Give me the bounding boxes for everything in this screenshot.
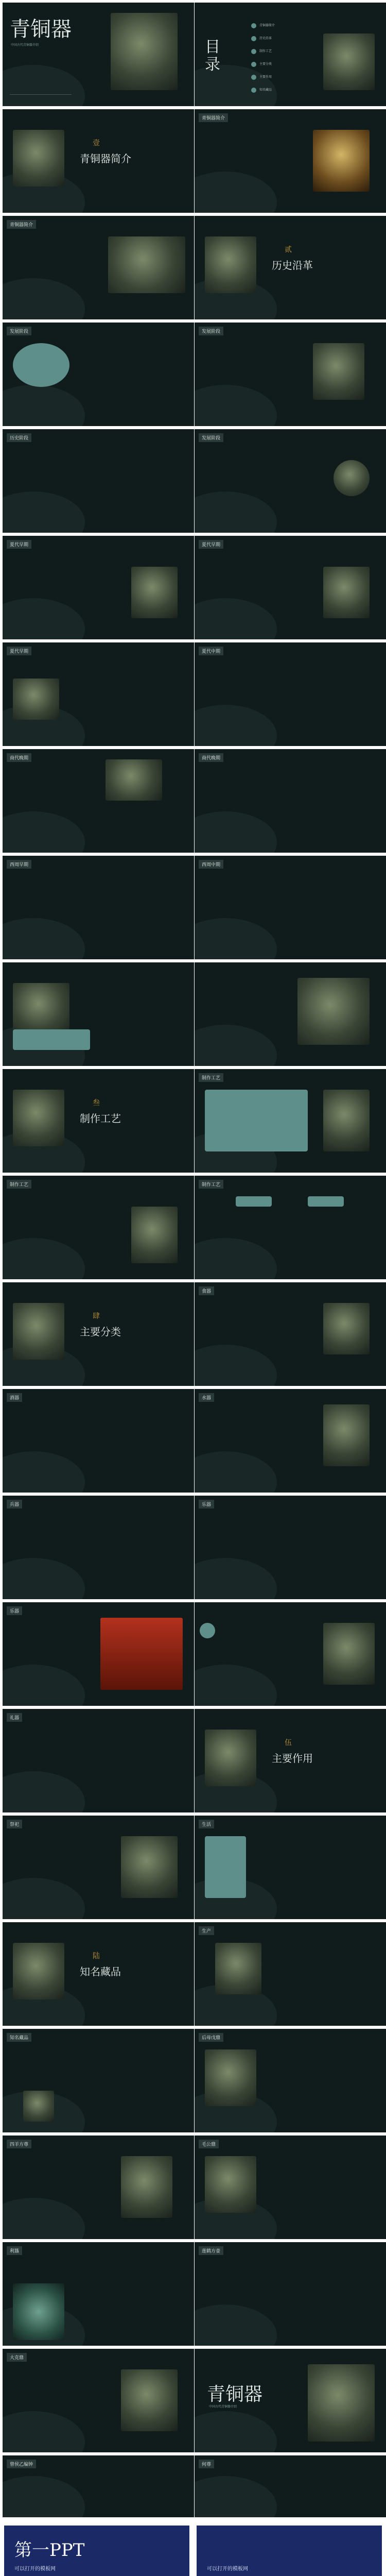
slide-label: 发展阶段 <box>199 433 223 442</box>
title-text: 青铜器 <box>10 18 72 41</box>
section-number: 壹 <box>93 139 100 147</box>
section-number: 肆 <box>93 1312 100 1320</box>
toc-item-4[interactable]: 主要分类 <box>259 62 272 66</box>
slide-label: 历史阶段 <box>7 433 31 442</box>
bronze-vessel-image <box>297 978 370 1045</box>
section-title: 历史沿革 <box>272 259 313 272</box>
toc-item-1[interactable]: 青铜器简介 <box>259 24 275 27</box>
toc-item-2[interactable]: 历史沿革 <box>259 37 272 40</box>
toc-slide[interactable] <box>195 3 386 106</box>
content-slide[interactable] <box>3 2455 194 2517</box>
bronze-vessel-image <box>205 2156 256 2213</box>
content-slide[interactable] <box>3 323 194 426</box>
slide-label: 生活 <box>199 1820 214 1828</box>
content-slide[interactable] <box>3 856 194 959</box>
slide-label: 食器 <box>199 1286 214 1295</box>
teal-box <box>308 1196 344 1207</box>
content-slide[interactable] <box>195 2136 386 2239</box>
slide-label: 乐器 <box>7 1606 22 1615</box>
toc-item-5[interactable]: 主要作用 <box>259 75 272 79</box>
content-slide[interactable] <box>3 2349 194 2452</box>
bronze-vessel-image <box>121 2369 178 2431</box>
content-slide[interactable] <box>3 1389 194 1493</box>
toc-title: 目录 <box>205 38 220 74</box>
ending-title: 青铜器 <box>207 2384 263 2405</box>
content-slide[interactable] <box>3 1602 194 1706</box>
bronze-vessel-image <box>23 2091 54 2122</box>
content-slide[interactable] <box>3 642 194 746</box>
content-slide[interactable] <box>195 2455 386 2517</box>
slide-label: 西周中期 <box>199 860 223 869</box>
bronze-vessel-image <box>13 1303 64 1360</box>
slide-label: 乐器 <box>199 1500 214 1509</box>
content-slide[interactable] <box>195 962 386 1066</box>
content-slide[interactable] <box>195 1069 386 1173</box>
bronze-vessel-image <box>111 13 178 90</box>
section-title: 知名藏品 <box>80 1965 121 1978</box>
toc-dot-4 <box>251 62 256 67</box>
bronze-vessel-image <box>13 130 64 187</box>
toc-dot-5 <box>251 75 256 80</box>
slide-label: 生产 <box>199 1926 214 1935</box>
temple-image <box>100 1618 183 1690</box>
slide-label: 莲鹤方壶 <box>199 2246 223 2255</box>
content-slide[interactable] <box>195 109 386 213</box>
slide-label: 兵器 <box>7 1500 22 1509</box>
section-slide-3[interactable] <box>3 1069 194 1173</box>
section-number: 伍 <box>285 1739 292 1747</box>
toc-dot-6 <box>251 88 256 93</box>
bronze-vessel-image <box>205 236 256 293</box>
slide-label: 水器 <box>199 1393 214 1402</box>
section-slide-2[interactable] <box>195 216 386 319</box>
section-number: 陆 <box>93 1952 100 1960</box>
section-slide-1[interactable] <box>3 109 194 213</box>
content-slide[interactable] <box>195 1922 386 2026</box>
slide-label: 夏代早期 <box>7 540 31 549</box>
bronze-vessel-image <box>13 679 59 720</box>
banner-left-text: 可以打开的模板网 <box>14 2566 56 2572</box>
divider <box>10 94 72 95</box>
section-number: 叁 <box>93 1099 100 1107</box>
content-slide[interactable] <box>3 1176 194 1279</box>
content-slide[interactable] <box>3 429 194 533</box>
content-slide[interactable] <box>195 1176 386 1279</box>
slide-label: 发展阶段 <box>199 327 223 335</box>
section-title: 制作工艺 <box>80 1112 121 1125</box>
bronze-vessel-image <box>106 759 162 801</box>
slide-label: 何尊 <box>199 2460 214 2468</box>
section-slide-5[interactable] <box>195 1709 386 1812</box>
content-slide[interactable] <box>3 1709 194 1812</box>
section-title: 主要作用 <box>272 1752 313 1765</box>
toc-item-6[interactable]: 知名藏品 <box>259 88 272 92</box>
content-slide[interactable] <box>195 1602 386 1706</box>
section-title: 主要分类 <box>80 1326 121 1338</box>
toc-dot-2 <box>251 36 256 41</box>
section-slide-6[interactable] <box>3 1922 194 2026</box>
content-slide[interactable] <box>195 642 386 746</box>
subtitle-text: 中国古代青铜器介绍 <box>11 43 39 47</box>
content-slide[interactable] <box>195 536 386 639</box>
teal-circle <box>200 1623 215 1638</box>
slide-label: 制作工艺 <box>199 1073 223 1082</box>
title-slide[interactable] <box>3 3 194 106</box>
bronze-disc-image <box>334 460 370 496</box>
bronze-vessel-image <box>323 33 375 90</box>
slide-label: 知名藏品 <box>7 2033 31 2042</box>
teal-box <box>205 1090 308 1151</box>
slide-label: 大克鼎 <box>7 2353 27 2362</box>
section-slide-4[interactable] <box>3 1282 194 1386</box>
ending-slide[interactable] <box>195 2349 386 2452</box>
slide-label: 酒器 <box>7 1393 22 1402</box>
bronze-vessel-image <box>13 2283 64 2340</box>
slide-label: 毛公鼎 <box>199 2140 219 2148</box>
slide-label: 夏代早期 <box>199 540 223 549</box>
content-slide[interactable] <box>3 962 194 1066</box>
content-slide[interactable] <box>195 429 386 533</box>
ending-subtitle: 中国古代青铜器介绍 <box>209 2405 237 2409</box>
content-slide[interactable] <box>3 749 194 853</box>
slide-label: 礼器 <box>7 1713 22 1722</box>
content-slide[interactable] <box>195 1389 386 1493</box>
bronze-vessel-image <box>215 1943 261 1994</box>
content-slide[interactable] <box>195 323 386 426</box>
bronze-vessel-image <box>131 1207 178 1263</box>
slide-label: 夏代中期 <box>199 647 223 655</box>
banner-right-text: 可以打开的模板网 <box>207 2566 248 2572</box>
bronze-mask-image <box>313 130 370 192</box>
slide-label: 四羊方尊 <box>7 2140 31 2148</box>
content-slide[interactable] <box>3 2242 194 2346</box>
content-slide[interactable] <box>195 749 386 853</box>
slide-label: 制作工艺 <box>7 1180 31 1189</box>
bronze-vessel-image <box>13 1943 64 1999</box>
bronze-bell-image <box>323 1623 375 1685</box>
slide-label: 夏代早期 <box>7 647 31 655</box>
section-number: 贰 <box>285 246 292 254</box>
content-slide[interactable] <box>195 2242 386 2346</box>
teal-box <box>236 1196 272 1207</box>
bronze-vessel-image <box>323 1404 370 1466</box>
bronze-vessel-image <box>13 983 69 1035</box>
slide-label: 商代晚期 <box>7 753 31 762</box>
toc-item-3[interactable]: 制作工艺 <box>259 49 272 53</box>
slide-label: 商代晚期 <box>199 753 223 762</box>
section-title: 青铜器简介 <box>80 152 131 165</box>
bronze-vessel-image <box>323 1090 370 1151</box>
content-slide[interactable] <box>3 2029 194 2132</box>
bronze-vessel-image <box>205 1730 256 1786</box>
slide-label: 发展阶段 <box>7 327 31 335</box>
teal-box <box>13 1029 90 1050</box>
banner-left[interactable] <box>4 2526 189 2576</box>
bronze-vessel-image <box>13 1090 64 1146</box>
bronze-vessel-image <box>131 567 178 618</box>
content-slide[interactable] <box>195 1496 386 1599</box>
toc-dot-3 <box>251 49 256 54</box>
bronze-vessel-image <box>308 2364 375 2442</box>
bronze-vessel-image <box>323 1303 370 1354</box>
teal-circle <box>13 343 69 387</box>
content-slide[interactable] <box>195 1282 386 1386</box>
content-slide[interactable] <box>3 1496 194 1599</box>
banner-right[interactable] <box>197 2526 382 2576</box>
slide-label: 青铜器简介 <box>199 113 228 122</box>
logo-text: 第一PPT <box>14 2540 85 2561</box>
slide-label: 曾侯乙编钟 <box>7 2460 36 2468</box>
teal-box <box>205 1836 246 1898</box>
content-slide[interactable] <box>195 2029 386 2132</box>
slide-label: 利簋 <box>7 2246 22 2255</box>
bronze-vessel-image <box>323 567 370 618</box>
content-slide[interactable] <box>3 536 194 639</box>
bronze-vessel-image <box>205 2049 256 2106</box>
footer-banner <box>0 2521 386 2576</box>
bronze-vessel-image <box>121 2156 172 2218</box>
content-slide[interactable] <box>3 2136 194 2239</box>
bronze-vessel-image <box>121 1836 178 1898</box>
content-slide[interactable] <box>3 216 194 319</box>
slide-label: 制作工艺 <box>199 1180 223 1189</box>
slide-label: 祭祀 <box>7 1820 22 1828</box>
content-slide[interactable] <box>195 856 386 959</box>
bronze-vessel-image <box>108 236 185 293</box>
content-slide[interactable] <box>3 1816 194 1919</box>
bronze-vessel-image <box>313 343 364 400</box>
slide-label: 西周早期 <box>7 860 31 869</box>
content-slide[interactable] <box>195 1816 386 1919</box>
slide-label: 青铜器简介 <box>7 220 36 229</box>
slide-label: 后母戊鼎 <box>199 2033 223 2042</box>
toc-dot-1 <box>251 23 256 28</box>
